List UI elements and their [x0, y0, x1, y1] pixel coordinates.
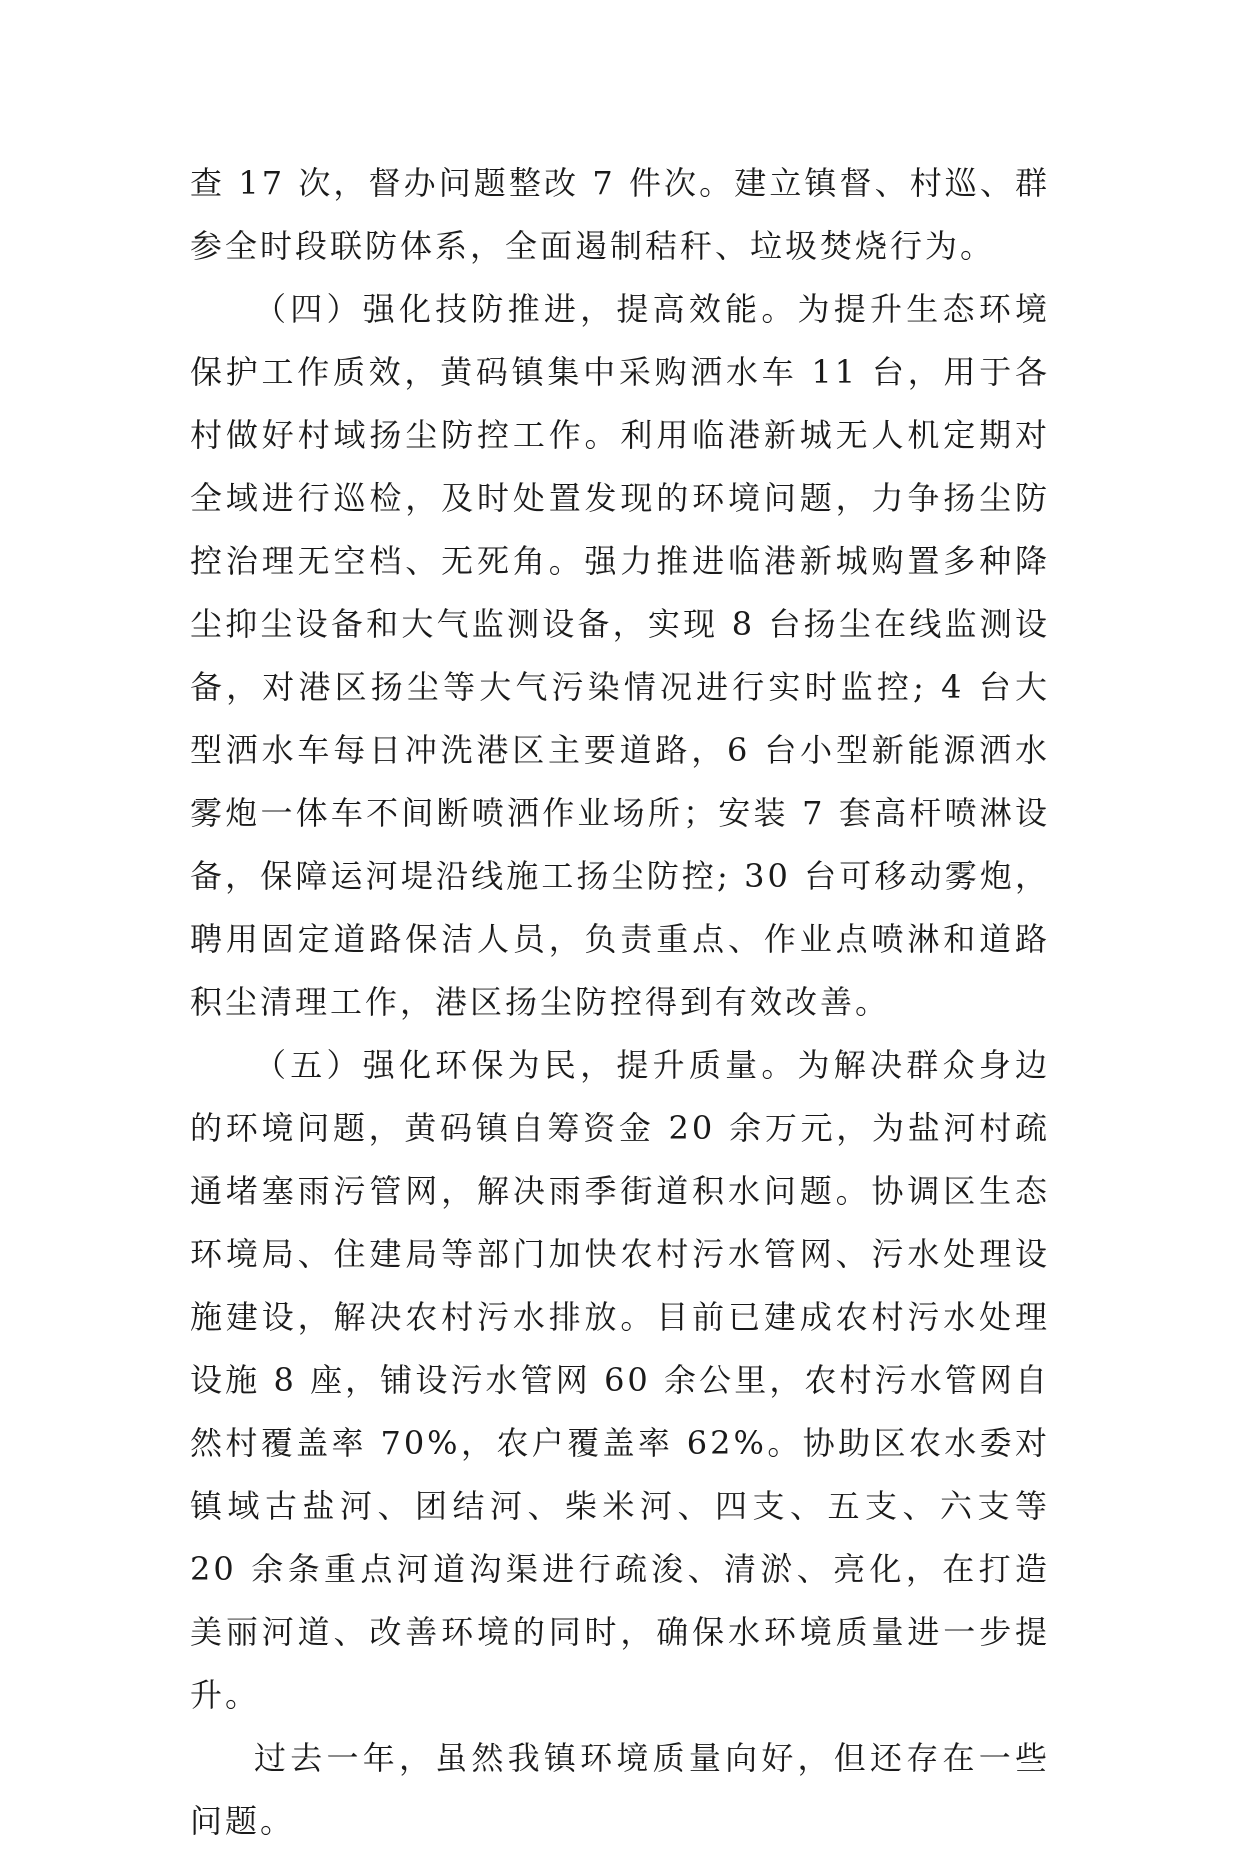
- paragraph-tech-prevention: （四）强化技防推进，提高效能。为提升生态环境保护工作质效，黄码镇集中采购洒水车 11 台，用于各村做好村域扬尘防控工作。利用临港新城无人机定期对全域进行巡检，及时处置发现的环境问题，力争扬尘防控治理无空档、无死角。强力推进临港新城购置多种降尘抑尘设备和大气监测设备，实现 8 台扬尘在线监测设备，对港区扬尘等大气污染情况进行实时监控; 4 台大型洒水车每日冲洗港区主要道路，6 台小型新能源洒水雾炮一体车不间断喷洒作业场所；安装 7 套高杆喷淋设备，保障运河堤沿线施工扬尘防控; 30 台可移动雾炮，聘用固定道路保洁人员，负责重点、作业点喷淋和道路积尘清理工作，港区扬尘防控得到有效改善。: [190, 290, 1050, 1021]
- paragraph-environment-for-people: （五）强化环保为民，提升质量。为解决群众身边的环境问题，黄码镇自筹资金 20 余万元，为盐河村疏通堵塞雨污管网，解决雨季街道积水问题。协调区生态环境局、住建局等部门加快农村污水管网、污水处理设施建设，解决农村污水排放。目前已建成农村污水处理设施 8 座，铺设污水管网 60 余公里，农村污水管网自然村覆盖率 70%，农户覆盖率 62%。协助区农水委对镇域古盐河、团结河、柴米河、四支、五支、六支等 20 余条重点河道沟渠进行疏浚、清淤、亮化，在打造美丽河道、改善环境的同时，确保水环境质量进一步提升。: [190, 1046, 1050, 1714]
- paragraph-past-year: 过去一年，虽然我镇环境质量向好，但还存在一些问题。: [190, 1739, 1050, 1840]
- paragraph-continuation: 查 17 次，督办问题整改 7 件次。建立镇督、村巡、群参全时段联防体系，全面遏制秸秆、垃圾焚烧行为。: [190, 164, 1050, 265]
- document-body: [190, 152, 1050, 1853]
